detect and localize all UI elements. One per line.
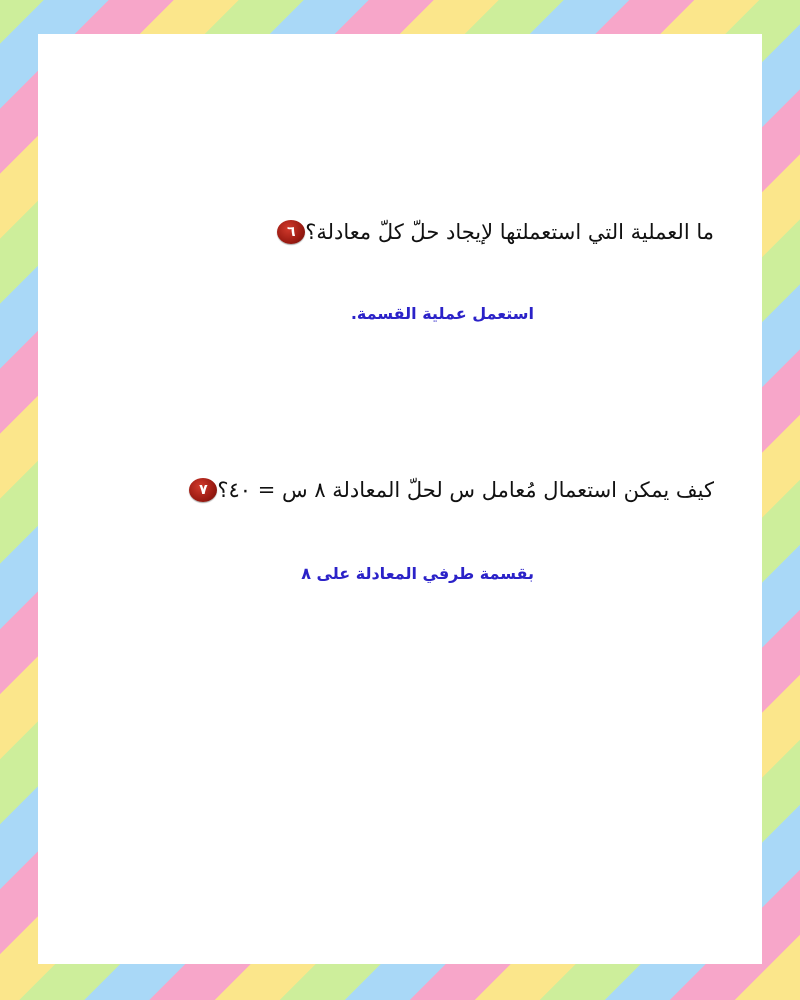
worksheet-page <box>38 34 762 964</box>
question-1-number-badge: ٦ <box>277 220 305 244</box>
question-2 <box>179 478 714 502</box>
question-2-text: كيف يمكن استعمال مُعامل س لحلّ المعادلة ٨ س = ٤٠؟ <box>217 478 714 502</box>
question-1 <box>267 220 714 244</box>
answer-1-text: استعمل عملية القسمة. <box>350 304 534 323</box>
answer-2-text: بقسمة طرفي المعادلة على ٨ <box>301 564 534 583</box>
question-1-text: ما العملية التي استعملتها لإيجاد حلّ كلّ معادلة؟ <box>305 220 714 244</box>
question-2-number-badge: ٧ <box>189 478 217 502</box>
